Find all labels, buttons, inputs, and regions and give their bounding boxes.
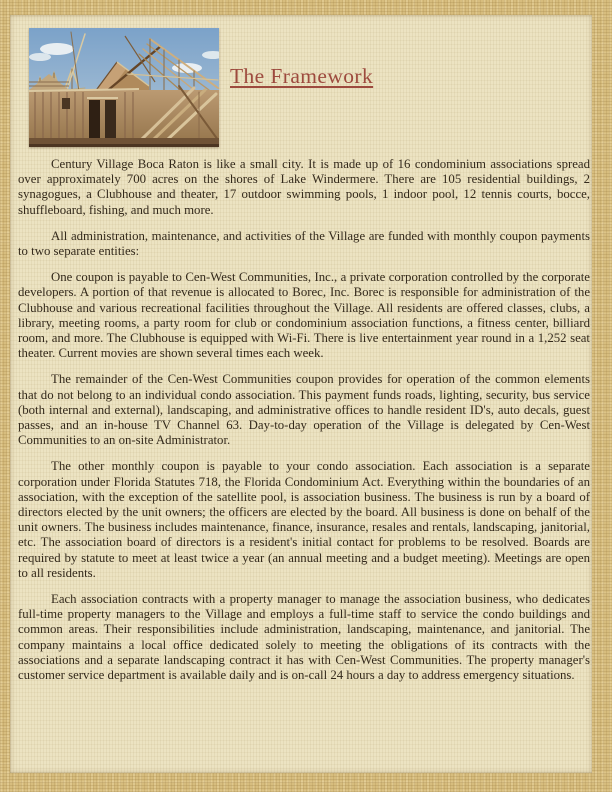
- body-paragraph: The remainder of the Cen-West Communities coupon provides for operation of the common elements that do not belong to an individual condo association. This payment funds roads, lighting, security, bus service (both internal and external), landscaping, and administrative offices to handle resident ID's, auto decals, guest passes, and an in-house TV Channel 63. Day-to-day operation of the Village is delegated by Cen-West Communities to an on-site Administrator.: [18, 372, 590, 448]
- body-paragraph: Each association contracts with a property manager to manage the association business, who dedicates full-time property managers to the Village and employs a full-time staff to service the condo buildings and common areas. Their responsibilities include administration, landscaping, maintenance, and janitorial. The company maintains a local office dedicated solely to meeting the obligations of its contracts with the associations and a separate landscaping contract it has with Cen-West Communities. The property manager's customer service department is available daily and is on-call 24 hours a day to address emergency situations.: [18, 592, 590, 683]
- construction-photo: [29, 28, 219, 147]
- photo-ground-shadow: [29, 138, 219, 147]
- document-body: [18, 157, 590, 694]
- document-page: [10, 15, 592, 773]
- body-paragraph: The other monthly coupon is payable to your condo association. Each association is a separate corporation under Florida Statutes 718, the Florida Condominium Act. Everything within the boundaries of an association, with the exception of the satellite pool, is association business. The business is run by a board of directors elected by the unit owners; the officers are elected by the board. All business is done on behalf of the unit owners. The business includes maintenance, finance, insurance, resales and rentals, landscaping, janitorial, etc. The association board of directors is a resident's initial contact for problems to be resolved. Boards are required by statute to meet at least twice a year (an annual meeting and a budget meeting). Meetings are open to all residents.: [18, 459, 590, 580]
- body-paragraph: Century Village Boca Raton is like a small city. It is made up of 16 condominium associations spread over approximately 700 acres on the shores of Lake Windermere. There are 105 residential buildings, 2 synagogues, a Clubhouse and theater, 17 outdoor swimming pools, 1 indoor pool, 12 tennis courts, bocce, shuffleboard, fishing, and much more.: [18, 157, 590, 217]
- body-paragraph: All administration, maintenance, and activities of the Village are funded with monthly coupon payments to two separate entities:: [18, 228, 590, 259]
- page-title: The Framework: [230, 64, 374, 88]
- body-paragraph: One coupon is payable to Cen-West Communities, Inc., a private corporation controlled by the corporate developers. A portion of that revenue is allocated to Borec, Inc. Borec is responsible for administration of the Clubhouse and various recreational facilities throughout the Village. All residents are offered classes, clubs, a library, meeting rooms, a party room for club or condominium association functions, a fitness center, billiard room, and more. The Clubhouse is equipped with Wi-Fi. There is live entertainment year round in a 1,252 seat theater. Current movies are shown several times each week.: [18, 270, 590, 361]
